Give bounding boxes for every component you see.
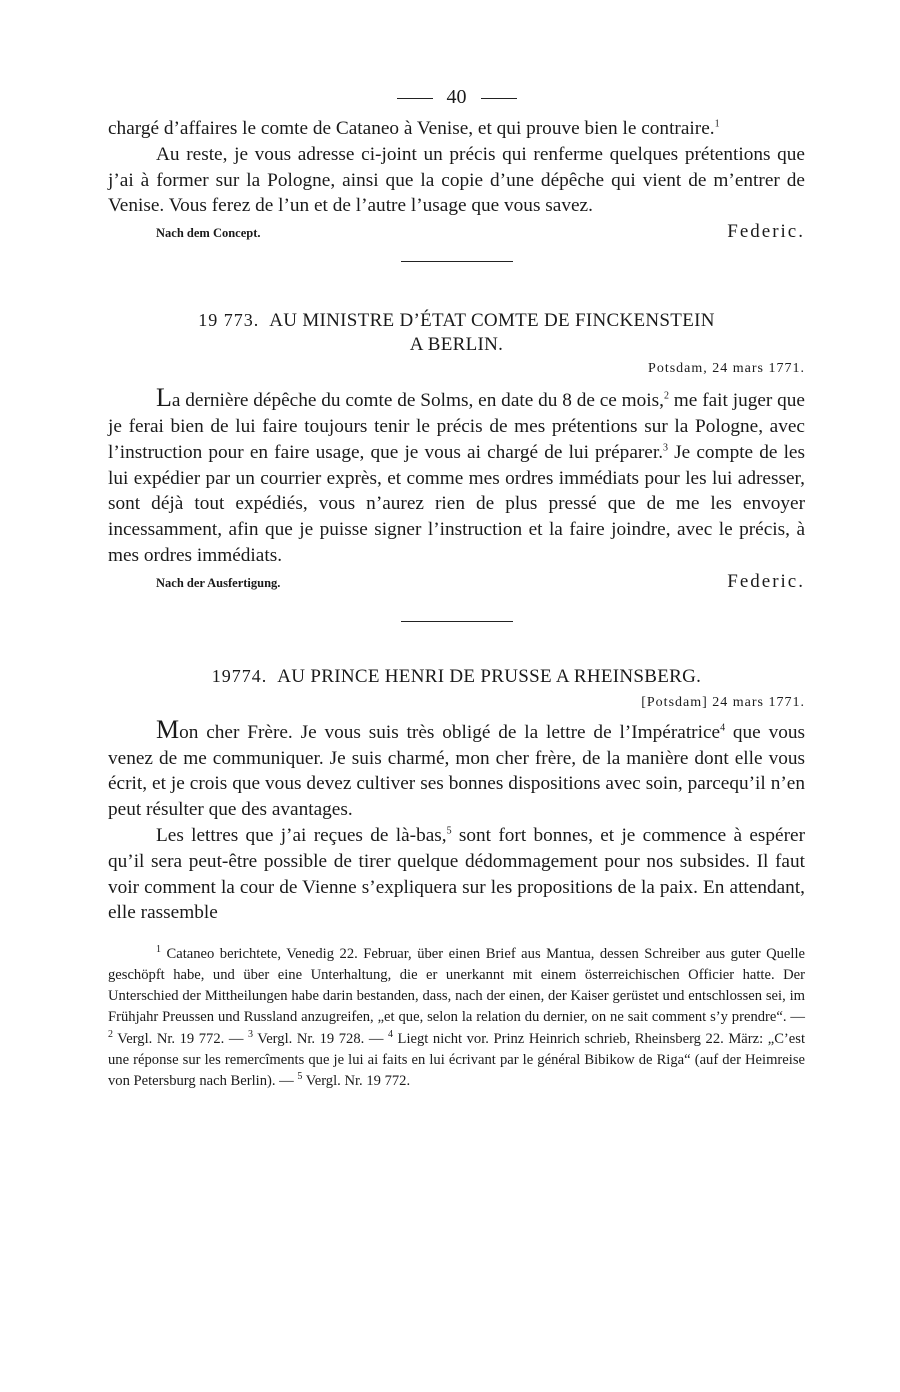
page-number-line <box>108 84 805 110</box>
drop-cap: M <box>156 714 180 744</box>
footnote-ref-4: 4 <box>720 722 726 734</box>
letter-number: 19774. <box>211 665 268 686</box>
letter-heading-place: A BERLIN. <box>409 334 504 356</box>
letter-number: 19 773. <box>198 310 260 331</box>
letter-heading-19774 <box>108 664 805 689</box>
drop-cap: L <box>156 383 172 413</box>
document-page <box>108 84 805 1092</box>
signature: Federic. <box>727 221 805 243</box>
footnote-ref-1: 1 <box>714 118 720 130</box>
section-divider <box>401 261 513 262</box>
footnote-ref-5: 5 <box>446 825 452 837</box>
page-number: 40 <box>446 86 467 108</box>
continued-paragraph: chargé d’affaires le comte de Cataneo à Venise, et qui prouve bien le contraire.$^1$ <box>108 118 720 139</box>
letter-body-continued: Les lettres que j’ai reçues de là-bas,$^5$ sont fort bonnes, et je commence à espérer qu’il sera peut-être possible de tirer quelque dédommagement pour nos subsides. Il faut voir comment la cour de Vienne s’expliquera sur les propositions de la paix. En attendant, elle rassemble <box>108 824 805 924</box>
paragraph-precis: Au reste, je vous adresse ci-joint un précis qui renferme quelques prétentions que j’ai à former sur la Pologne, ainsi que la copie d’une dépêche qui vient de m’entrer de Venise. Vous ferez de l’un et de l’autre l’usage que vous savez. <box>108 143 805 217</box>
source-row-top <box>108 221 805 243</box>
footnote-ref-3: 3 <box>663 442 669 454</box>
source-note: Nach der Ausfertigung. <box>156 575 281 590</box>
signature: Federic. <box>727 570 805 592</box>
letter-heading-19773 <box>108 308 805 333</box>
section-divider <box>401 621 513 622</box>
page-number-dash-left <box>397 98 433 99</box>
dateline: [Potsdam] 24 mars 1771. <box>641 694 805 710</box>
page-number-dash-right <box>481 98 517 99</box>
footnotes <box>108 944 805 1092</box>
letter-body: La dernière dépêche du comte de Solms, en date du 8 de ce mois,$^2$ me fait juger que je ferai bien de lui faire toujours tenir le précis de mes prétentions sur la Pologne, avec l’instruction pour en faire usage, que je vous ai chargé de lui préparer.$^3$ Je compte de les lui expédier par un courrier exprès, et comme mes ordres immédiats pour les lui adresser, sont déjà tout expédiés, vous n’aurez rien de plus pressé que de me les envoyer incessamment, afin que je puisse signer l’instruction et la faire joindre, avec le précis, à mes ordres immédiats. <box>108 383 805 566</box>
footnote-ref-2: 2 <box>663 390 669 402</box>
footnote-text: $^1$ Cataneo berichtete, Venedig 22. Februar, über einen Brief aus Mantua, dessen Schreiber aus guter Quelle geschöpft habe, und über eine Unterhaltung, die er unerkannt mit einem österreichischen Officier hatte. Der Unterschied der Mittheilungen habe darin bestanden, dass, nach der einen, der Kaiser gerüstet und entschlossen sei, im Frühjahr Preussen und Russland anzugreifen, „et que, selon la relation du dernier, on ne sait comment s’y prendre“. — $^2$ Vergl. Nr. 19 772. — $^3$ Vergl. Nr. 19 728. — $^4$ Liegt nicht vor. Prinz Heinrich schrieb, Rheinsberg 22. März: „C’est une réponse sur les remercîments que je lui ai faits en lui écrivant par le général Bibikow de Riga“ (auf der Heimreise von Petersburg nach Berlin). — $^5$ Vergl. Nr. 19 772. <box>108 944 805 1089</box>
letter-addressee: AU PRINCE HENRI DE PRUSSE A RHEINSBERG. <box>277 665 702 687</box>
letter-body: Mon cher Frère. Je vous suis très obligé de la lettre de l’Impératrice$^4$ que vous venez de me communiquer. Je suis charmé, mon cher frère, de la manière dont elle vous écrit, et je crois que vous devez cultiver ses bonnes dispositions avec soin, parcequ’il n’en peut résulter que des avantages. <box>108 714 805 821</box>
dateline: Potsdam, 24 mars 1771. <box>648 361 805 377</box>
source-row-19773 <box>108 571 805 593</box>
source-note: Nach dem Concept. <box>156 226 261 241</box>
letter-addressee: AU MINISTRE D’ÉTAT COMTE DE FINCKENSTEIN <box>269 310 715 332</box>
